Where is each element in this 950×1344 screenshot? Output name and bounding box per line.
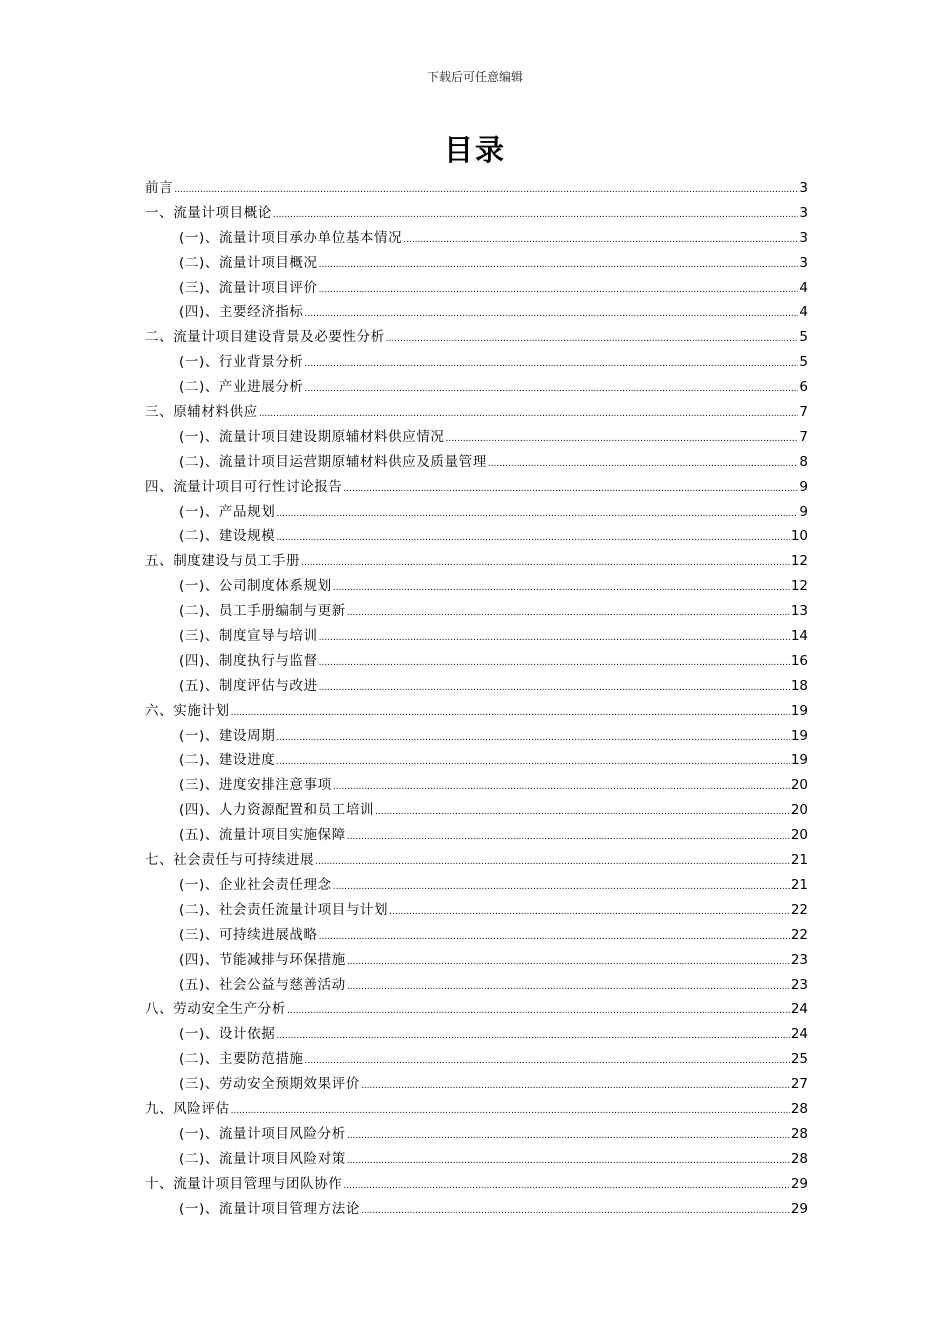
toc-entry-page: 7 <box>799 428 808 445</box>
toc-entry-page: 20 <box>790 827 808 844</box>
toc-dot-leader <box>273 205 799 221</box>
toc-entry-page: 19 <box>790 752 808 769</box>
toc-entry-text: (三)、制度宣导与培训 <box>179 628 318 645</box>
toc-dot-leader <box>333 578 790 594</box>
toc-entry[interactable] <box>145 973 808 998</box>
toc-dot-leader <box>386 329 799 345</box>
toc-entry-page: 8 <box>799 453 808 470</box>
toc-entry-text: (五)、社会公益与慈善活动 <box>179 976 346 993</box>
toc-entry-text: (五)、流量计项目实施保障 <box>179 827 346 844</box>
toc-entry-page: 16 <box>790 652 808 669</box>
toc-entry[interactable] <box>145 773 808 798</box>
toc-entry-page: 5 <box>799 354 808 371</box>
toc-entry[interactable] <box>145 798 808 823</box>
toc-entry[interactable] <box>145 400 808 425</box>
toc-dot-leader <box>343 1176 789 1192</box>
toc-entry-page: 22 <box>790 926 808 943</box>
toc-entry-text: 二、流量计项目建设背景及必要性分析 <box>145 329 385 346</box>
toc-entry-text: (三)、进度安排注意事项 <box>179 777 332 794</box>
toc-entry-page: 29 <box>790 1200 808 1217</box>
toc-entry-page: 5 <box>799 329 808 346</box>
toc-entry[interactable] <box>145 624 808 649</box>
toc-entry[interactable] <box>145 848 808 873</box>
toc-dot-leader <box>361 1076 790 1092</box>
toc-entry-page: 28 <box>790 1100 808 1117</box>
toc-entry[interactable] <box>145 649 808 674</box>
toc-entry-page: 3 <box>799 204 808 221</box>
toc-entry-page: 3 <box>799 229 808 246</box>
toc-dot-leader <box>319 653 790 669</box>
toc-dot-leader <box>315 852 790 868</box>
toc-entry-text: (二)、产业进展分析 <box>179 379 304 396</box>
toc-entry[interactable] <box>145 425 808 450</box>
toc-entry[interactable] <box>145 375 808 400</box>
toc-entry[interactable] <box>145 674 808 699</box>
toc-entry-text: 六、实施计划 <box>145 702 230 719</box>
toc-entry[interactable] <box>145 1022 808 1047</box>
toc-entry-text: (四)、制度执行与监督 <box>179 652 318 669</box>
toc-dot-leader <box>446 429 799 445</box>
toc-entry-page: 9 <box>799 478 808 495</box>
toc-entry[interactable] <box>145 350 808 375</box>
toc-dot-leader <box>305 354 799 370</box>
toc-entry-page: 19 <box>790 702 808 719</box>
toc-entry[interactable] <box>145 923 808 948</box>
toc-entry-text: (一)、企业社会责任理念 <box>179 876 332 893</box>
toc-entry-text: (二)、流量计项目运营期原辅材料供应及质量管理 <box>179 453 487 470</box>
toc-entry-text: (一)、流量计项目管理方法论 <box>179 1200 360 1217</box>
toc-dot-leader <box>276 528 789 544</box>
toc-entry-page: 18 <box>790 677 808 694</box>
toc-entry[interactable] <box>145 898 808 923</box>
toc-entry-page: 6 <box>799 379 808 396</box>
toc-entry-text: (二)、员工手册编制与更新 <box>179 603 346 620</box>
toc-entry[interactable] <box>145 176 808 201</box>
toc-entry-page: 28 <box>790 1125 808 1142</box>
toc-dot-leader <box>276 752 789 768</box>
toc-entry-text: 四、流量计项目可行性讨论报告 <box>145 478 343 495</box>
toc-entry-text: (二)、建设规模 <box>179 528 276 545</box>
toc-entry-page: 24 <box>790 1026 808 1043</box>
toc-entry-text: (一)、设计依据 <box>179 1026 276 1043</box>
toc-entry-page: 10 <box>790 528 808 545</box>
toc-entry-text: (四)、主要经济指标 <box>179 304 304 321</box>
toc-title: 目录 <box>443 133 506 167</box>
toc-entry[interactable] <box>145 873 808 898</box>
toc-entry-text: 前言 <box>145 180 174 196</box>
toc-entry-page: 3 <box>799 254 808 271</box>
toc-dot-leader <box>347 603 790 619</box>
toc-entry-page: 14 <box>790 628 808 645</box>
toc-dot-leader <box>276 728 789 744</box>
toc-entry[interactable] <box>145 549 808 574</box>
toc-dot-leader <box>361 1201 790 1217</box>
toc-entry[interactable] <box>145 524 808 549</box>
toc-entry[interactable] <box>145 823 808 848</box>
toc-entry-page: 24 <box>790 1001 808 1018</box>
toc-entry-text: 一、流量计项目概论 <box>145 204 272 221</box>
toc-entry-text: (一)、公司制度体系规划 <box>179 578 332 595</box>
toc-dot-leader <box>305 379 799 395</box>
toc-entry[interactable] <box>145 1047 808 1072</box>
toc-entry-text: 七、社会责任与可持续进展 <box>145 852 315 869</box>
toc-entry[interactable] <box>145 574 808 599</box>
toc-entry-page: 23 <box>790 976 808 993</box>
toc-entry-page: 12 <box>790 553 808 570</box>
toc-entry-text: 三、原辅材料供应 <box>145 404 258 421</box>
toc-dot-leader <box>319 927 790 943</box>
toc-entry-page: 19 <box>790 727 808 744</box>
toc-entry-text: 九、风险评估 <box>145 1100 230 1117</box>
toc-entry-text: (一)、建设周期 <box>179 727 276 744</box>
toc-entry-page: 3 <box>799 180 808 196</box>
toc-entry-page: 7 <box>799 404 808 421</box>
toc-entry-text: 十、流量计项目管理与团队协作 <box>145 1175 343 1192</box>
toc-entry-page: 9 <box>799 503 808 520</box>
toc-entry[interactable] <box>145 599 808 624</box>
toc-entry[interactable] <box>145 201 808 226</box>
toc-entry-page: 13 <box>790 603 808 620</box>
toc-entry[interactable] <box>145 1122 808 1147</box>
toc-entry-text: (三)、可持续进展战略 <box>179 926 318 943</box>
toc-dot-leader <box>319 280 799 296</box>
toc-dot-leader <box>333 877 790 893</box>
toc-dot-leader <box>319 678 790 694</box>
toc-entry[interactable] <box>145 500 808 525</box>
toc-entry-text: (二)、流量计项目风险对策 <box>179 1150 346 1167</box>
toc-entry-text: (一)、产品规划 <box>179 503 276 520</box>
toc-entry[interactable] <box>145 724 808 749</box>
toc-entry-page: 28 <box>790 1150 808 1167</box>
toc-entry-text: (五)、制度评估与改进 <box>179 677 318 694</box>
toc-dot-leader <box>287 1001 790 1017</box>
toc-entry-page: 21 <box>790 876 808 893</box>
toc-entry-page: 4 <box>799 279 808 296</box>
toc-entry[interactable] <box>145 1197 808 1222</box>
toc-dot-leader <box>276 1026 789 1042</box>
toc-dot-leader <box>347 952 790 968</box>
toc-entry[interactable] <box>145 997 808 1022</box>
toc-entry-page: 20 <box>790 802 808 819</box>
toc-entry[interactable] <box>145 325 808 350</box>
header-note: 下载后可任意编辑 <box>426 70 523 84</box>
toc-dot-leader <box>305 304 799 320</box>
toc-entry-page: 4 <box>799 304 808 321</box>
toc-entry-page: 27 <box>790 1076 808 1093</box>
toc-entry-page: 12 <box>790 578 808 595</box>
toc-dot-leader <box>301 553 790 569</box>
toc-entry-page: 22 <box>790 901 808 918</box>
toc-dot-leader <box>347 1126 790 1142</box>
toc-entry-page: 23 <box>790 951 808 968</box>
toc-entry[interactable] <box>145 1097 808 1122</box>
toc-dot-leader <box>488 454 799 470</box>
toc-dot-leader <box>347 977 790 993</box>
toc-entry-text: (一)、行业背景分析 <box>179 354 304 371</box>
toc-entry-text: (一)、流量计项目风险分析 <box>179 1125 346 1142</box>
toc-entry[interactable] <box>145 300 808 325</box>
toc-dot-leader <box>347 1151 790 1167</box>
toc-entry[interactable] <box>145 475 808 500</box>
toc-dot-leader <box>319 628 790 644</box>
toc-entry[interactable] <box>145 276 808 301</box>
table-of-contents <box>145 176 808 1221</box>
toc-dot-leader <box>389 902 790 918</box>
toc-dot-leader <box>343 479 798 495</box>
toc-entry-text: 八、劳动安全生产分析 <box>145 1001 286 1018</box>
toc-entry[interactable] <box>145 450 808 475</box>
toc-entry-text: (三)、流量计项目评价 <box>179 279 318 296</box>
toc-dot-leader <box>231 1101 790 1117</box>
toc-entry-text: (四)、人力资源配置和员工培训 <box>179 802 375 819</box>
toc-entry-text: (一)、流量计项目承办单位基本情况 <box>179 229 403 246</box>
toc-dot-leader <box>276 504 798 520</box>
toc-entry-text: (三)、劳动安全预期效果评价 <box>179 1076 360 1093</box>
toc-entry[interactable] <box>145 226 808 251</box>
toc-entry[interactable] <box>145 1147 808 1172</box>
toc-dot-leader <box>305 1051 790 1067</box>
toc-entry-text: (二)、主要防范措施 <box>179 1051 304 1068</box>
toc-entry-text: (一)、流量计项目建设期原辅材料供应情况 <box>179 428 445 445</box>
toc-entry-page: 21 <box>790 852 808 869</box>
toc-entry[interactable] <box>145 1172 808 1197</box>
toc-dot-leader <box>347 827 790 843</box>
toc-dot-leader <box>231 703 790 719</box>
toc-entry[interactable] <box>145 948 808 973</box>
toc-entry-page: 20 <box>790 777 808 794</box>
toc-entry[interactable] <box>145 1072 808 1097</box>
toc-entry-text: (二)、建设进度 <box>179 752 276 769</box>
toc-entry-text: (二)、社会责任流量计项目与计划 <box>179 901 389 918</box>
toc-entry-text: (二)、流量计项目概况 <box>179 254 318 271</box>
toc-entry-page: 25 <box>790 1051 808 1068</box>
toc-entry[interactable] <box>145 748 808 773</box>
toc-dot-leader <box>174 180 798 196</box>
toc-dot-leader <box>319 255 799 271</box>
toc-entry[interactable] <box>145 699 808 724</box>
toc-dot-leader <box>259 404 799 420</box>
toc-dot-leader <box>375 802 790 818</box>
toc-dot-leader <box>403 230 798 246</box>
toc-entry[interactable] <box>145 251 808 276</box>
toc-entry-page: 29 <box>790 1175 808 1192</box>
toc-entry-text: 五、制度建设与员工手册 <box>145 553 301 570</box>
toc-dot-leader <box>333 777 790 793</box>
toc-entry-text: (四)、节能减排与环保措施 <box>179 951 346 968</box>
